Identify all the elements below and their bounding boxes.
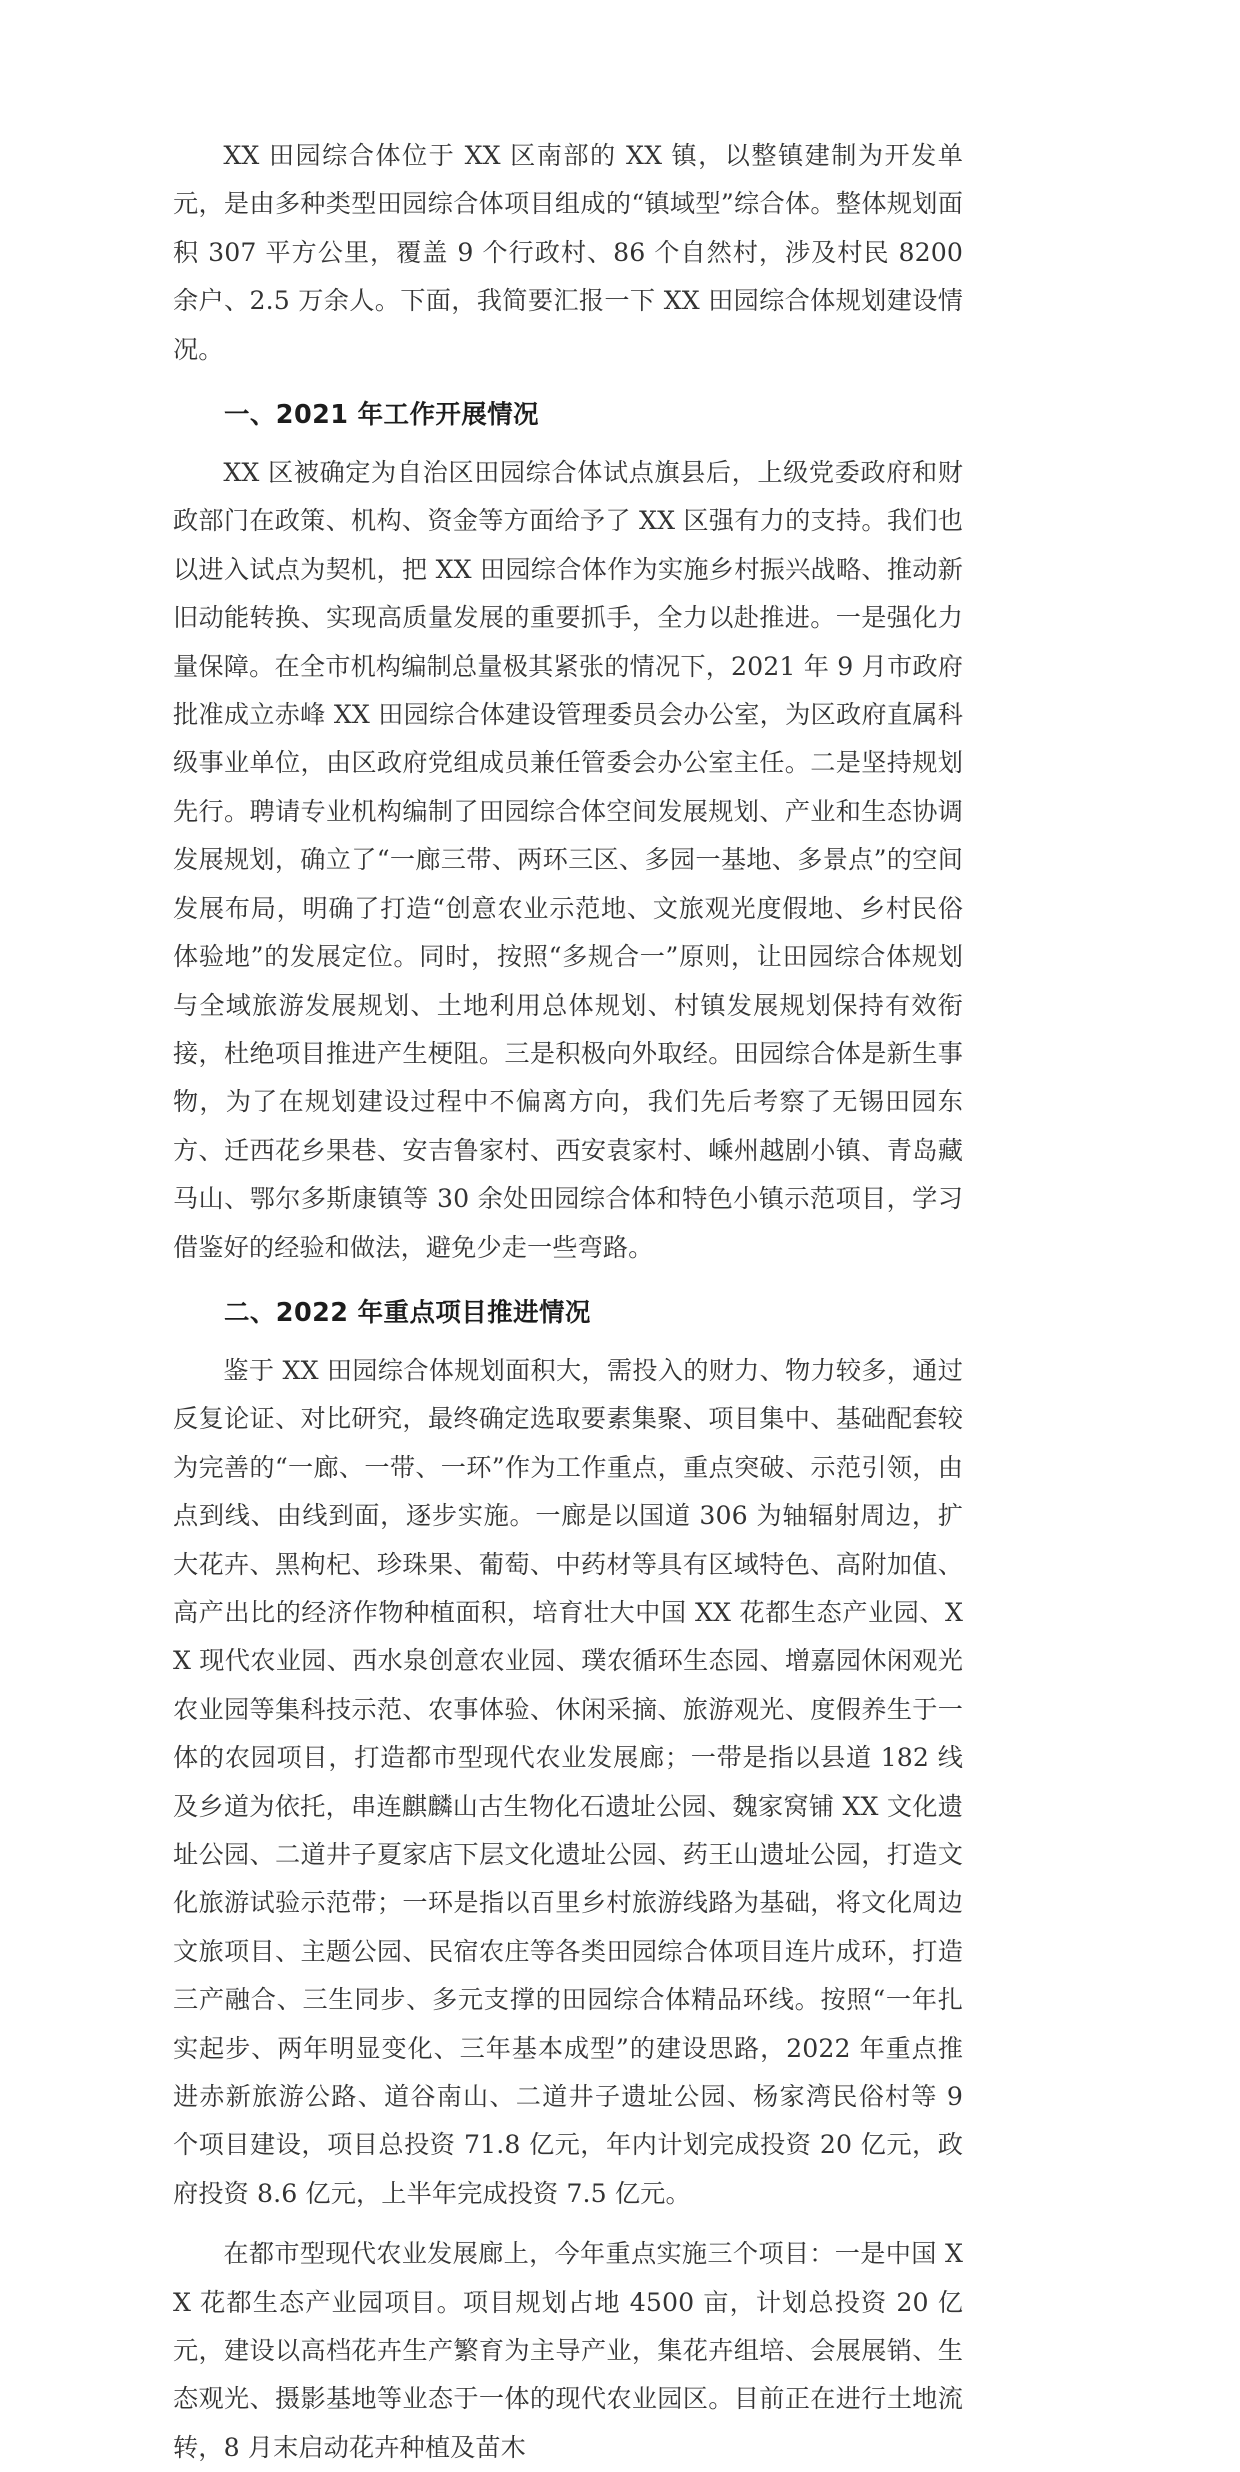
spacer-before-heading-1 (173, 374, 963, 389)
spacer-after-heading-1 (173, 441, 963, 449)
intro-paragraph: XX 田园综合体位于 XX 区南部的 XX 镇，以整镇建制为开发单元，是由多种类型田园综合体项目组成的“镇域型”综合体。整体规划面积 307 平方公里，覆盖 9 个行政村、86 个自然村，涉及村民 8200 余户、2.5 万余人。下面，我简要汇报一下 XX 田园综合体规划建设情况。 (173, 141, 963, 364)
section-heading-1: 一、2021 年工作开展情况 (224, 400, 539, 431)
document-content (173, 132, 963, 2472)
spacer-between-paragraphs (173, 2218, 963, 2230)
section-2-paragraph-2: 在都市型现代农业发展廊上，今年重点实施三个项目：一是中国 XX 花都生态产业园项目。项目规划占地 4500 亩，计划总投资 20 亿元，建设以高档花卉生产繁育为主导产业，集花卉组培、会展展销、生态观光、摄影基地等业态于一体的现代农业园区。目前正在进行土地流转，8 月末启动花卉种植及苗木 (173, 2239, 963, 2462)
section-heading-2: 二、2022 年重点项目推进情况 (224, 1297, 591, 1328)
section-2-paragraph-1: 鉴于 XX 田园综合体规划面积大，需投入的财力、物力较多，通过反复论证、对比研究，最终确定选取要素集聚、项目集中、基础配套较为完善的“一廊、一带、一环”作为工作重点，重点突破、示范引领，由点到线、由线到面，逐步实施。一廊是以国道 306 为轴辐射周边，扩大花卉、黑枸杞、珍珠果、葡萄、中药材等具有区域特色、高附加值、高产出比的经济作物种植面积，培育壮大中国 XX 花都生态产业园、XX 现代农业园、西水泉创意农业园、璞农循环生态园、增嘉园休闲观光农业园等集科技示范、农事体验、休闲采摘、旅游观光、度假养生于一体的农园项目，打造都市型现代农业发展廊；一带是指以县道 182 线及乡道为依托，串连麒麟山古生物化石遗址公园、魏家窝铺 XX 文化遗址公园、二道井子夏家店下层文化遗址公园、药王山遗址公园，打造文化旅游试验示范带；一环是指以百里乡村旅游线路为基础，将文化周边文旅项目、主题公园、民宿农庄等各类田园综合体项目连片成环，打造三产融合、三生同步、多元支撑的田园综合体精品环线。按照“一年扎实起步、两年明显变化、三年基本成型”的建设思路，2022 年重点推进赤新旅游公路、道谷南山、二道井子遗址公园、杨家湾民俗村等 9 个项目建设，项目总投资 71.8 亿元，年内计划完成投资 20 亿元，政府投资 8.6 亿元，上半年完成投资 7.5 亿元。 (173, 1355, 963, 2208)
spacer-after-heading-2 (173, 1339, 963, 1347)
section-1-paragraph: XX 区被确定为自治区田园综合体试点旗县后，上级党委政府和财政部门在政策、机构、资金等方面给予了 XX 区强有力的支持。我们也以进入试点为契机，把 XX 田园综合体作为实施乡村振兴战略、推动新旧动能转换、实现高质量发展的重要抓手，全力以赴推进。一是强化力量保障。在全市机构编制总量极其紧张的情况下，2021 年 9 月市政府批准成立赤峰 XX 田园综合体建设管理委员会办公室，为区政府直属科级事业单位，由区政府党组成员兼任管委会办公室主任。二是坚持规划先行。聘请专业机构编制了田园综合体空间发展规划、产业和生态协调发展规划，确立了“一廊三带、两环三区、多园一基地、多景点”的空间发展布局，明确了打造“创意农业示范地、文旅观光度假地、乡村民俗体验地”的发展定位。同时，按照“多规合一”原则，让田园综合体规划与全域旅游发展规划、土地利用总体规划、村镇发展规划保持有效衔接，杜绝项目推进产生梗阻。三是积极向外取经。田园综合体是新生事物，为了在规划建设过程中不偏离方向，我们先后考察了无锡田园东方、迁西花乡果巷、安吉鲁家村、西安袁家村、嵊州越剧小镇、青岛藏马山、鄂尔多斯康镇等 30 余处田园综合体和特色小镇示范项目，学习借鉴好的经验和做法，避免少走一些弯路。 (173, 458, 963, 1262)
spacer-before-heading-2 (173, 1272, 963, 1287)
